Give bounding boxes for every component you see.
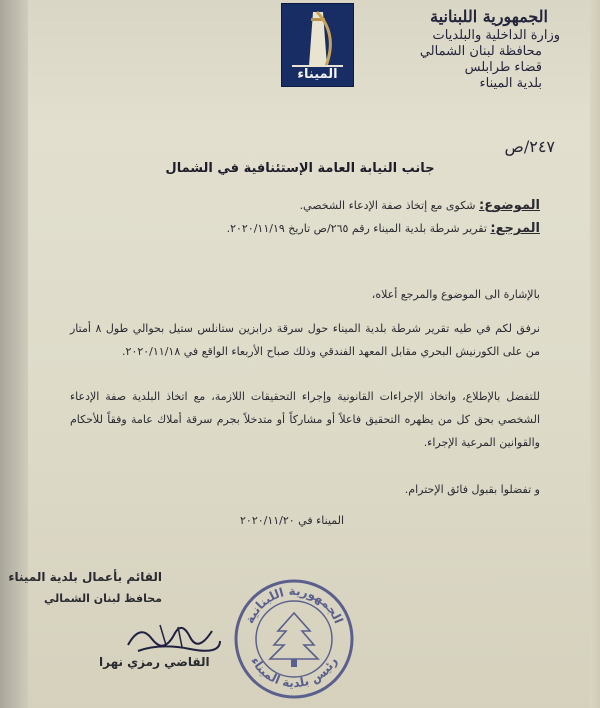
letterhead [380, 6, 560, 92]
reference-number: ٢٤٧/ص [504, 137, 555, 156]
reference-text: تقرير شرطة بلدية الميناء رقم ٢٦٥/ص تاريخ ٢٠٢٠/١١/١٩. [226, 222, 487, 235]
subject-label: الموضوع: [479, 198, 540, 213]
municipality-logo [281, 3, 354, 87]
date-line: الميناء في ٢٠٢٠/١١/٢٠ [240, 514, 345, 527]
closing: و تفضلوا بقبول فائق الإحترام. [404, 483, 540, 496]
letterhead-district: قضاء طرابلس [464, 60, 542, 75]
subject-line [300, 198, 540, 213]
signature-subtitle: محافظ لبنان الشمالي [44, 592, 162, 605]
letterhead-governorate: محافظة لبنان الشمالي [419, 44, 542, 59]
handwritten-signature [120, 615, 230, 657]
greeting: بالإشارة الى الموضوع والمرجع أعلاه، [371, 288, 540, 301]
subject-text: شكوى مع إتخاذ صفة الإدعاء الشخصي. [299, 199, 476, 212]
signature-block [8, 566, 162, 610]
body-paragraph-2: للتفضل بالإطلاع، واتخاذ الإجراءات القانونية وإجراء التحقيقات اللازمة، مع اتخاذ البلدية صفة الإدعاء الشخصي بحق كل من يظهره التحقيق فاعلاً أو مشاركاً أو متدخلاً بجرم سرقة أملاك عامة وفقاً للأحكام والقوانين المرعية الإجراء. [70, 390, 540, 449]
svg-text:الجمهورية اللبنانية [242, 584, 345, 626]
signature-name: القاضي رمزي نهرا [99, 655, 210, 669]
signature-title: القائم بأعمال بلدية الميناء [8, 570, 162, 584]
municipality-stamp [232, 577, 356, 701]
cedar-icon [270, 613, 318, 667]
letterhead-municipality: بلدية الميناء [479, 76, 542, 91]
letterhead-country: الجمهورية اللبنانية [430, 7, 548, 26]
letterhead-ministry: وزارة الداخلية والبلديات [432, 28, 560, 43]
logo-text: الميناء [297, 67, 338, 82]
reference-line [227, 221, 540, 236]
body-paragraph-1: نرفق لكم في طيه تقرير شرطة بلدية الميناء حول سرقة درابزين ستانلس ستيل بحوالي طول ٨ أمتار من على الكورنيش البحري مقابل المعهد الفندقي وذلك صباح الأربعاء الواقع في ٢٠٢٠/١١/١٨. [70, 322, 540, 358]
reference-label: المرجع: [490, 221, 540, 236]
stamp-top-text: الجمهورية اللبنانية [242, 583, 346, 626]
stamp-bottom-text: رئيس بلدية الميناء [248, 654, 340, 691]
page-edge [590, 0, 600, 708]
addressee: جانب النيابة العامة الإستئنافية في الشمال [165, 161, 435, 176]
